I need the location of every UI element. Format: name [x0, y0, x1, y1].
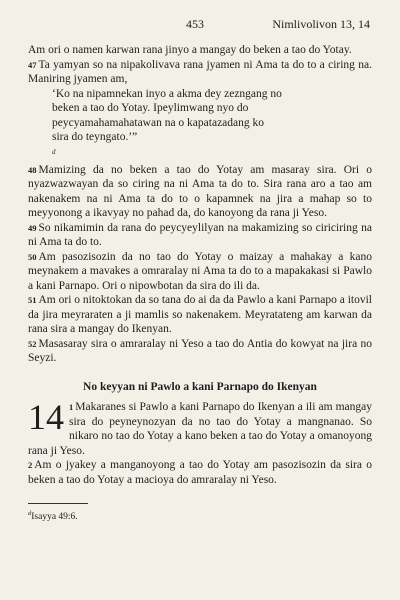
verse-text: Ta yamyan so na nipakolivava rana jyamen ni Ama ta do to a ciring na. Maniring jyamen am, — [28, 58, 372, 85]
verse-text: Am ori o nitoktokan da so tana do ai da da Pawlo a kani Parnapo a itovil da jira meyraraten a ji mamlis so nakenakem. Meyratateng am karwan da rana sira a mangay do Ikenyan. — [28, 294, 372, 336]
verse-paragraph — [28, 58, 372, 87]
poetry-line: beken a tao do Yotay. Ipeylimwang nyo do — [52, 102, 249, 114]
poetry-line: ‘Ko na nipamnekan inyo a akma dey zezngang no — [52, 87, 282, 100]
verse-paragraph — [28, 458, 372, 487]
page-number: 453 — [186, 17, 204, 31]
footnote-divider — [28, 503, 88, 504]
chapter-number: 14 — [28, 397, 64, 438]
verse-number: 51 — [28, 295, 37, 306]
verse-text: Am ori o namen karwan rana jinyo a mangay do beken a tao do Yotay. — [28, 44, 352, 56]
verse-paragraph — [28, 397, 372, 458]
verse-text: Masasaray sira o amraralay ni Yeso a tao do Antia do kowyat na jira no Seyzi. — [28, 337, 372, 365]
verse-number: 2 — [28, 460, 33, 471]
verse-paragraph — [28, 337, 372, 366]
verse-paragraph — [28, 163, 372, 221]
verse-text: Makaranes si Pawlo a kani Parnapo do Ikenyan a ili am mangay sira do peyneynozyan da no tao do Yotay a mangnanao. So nikaro no tao do Yotay a kano beken a tao do Yotay a omanoyong rana ji Yeso. — [28, 401, 372, 457]
verse-text: Am pasozisozin da no tao do Yotay o maizay a mahakay a kano meynakem a mavakes a omraralay ni Ama ta do to a mapakakasi si Pawlo a kani Parnapo. Ori o nipowbotan da sira do ili da. — [28, 250, 372, 292]
verse-paragraph — [28, 293, 372, 337]
footnote — [28, 508, 372, 523]
poetry-line: peycyamahamahatawan na o kapatazadang ko — [52, 116, 265, 129]
verse-number: 47 — [28, 59, 37, 70]
poetry-line-last: sira do teyngato.’” $^d$ — [52, 131, 138, 156]
footnote-marker[interactable]: d — [52, 147, 56, 156]
verse-paragraph — [28, 250, 372, 294]
verse-number: 48 — [28, 164, 37, 175]
verse-paragraph — [28, 221, 372, 250]
footnote-mark: d — [28, 510, 32, 518]
footnote-text: Isayya 49:6. — [31, 512, 78, 523]
page-body — [28, 43, 372, 523]
verse-text: Mamizing da no beken a tao do Yotay am masaray sira. Ori o nyazwazwayan da so ciring na ni Ama ta do to. Sira rana aro a tao am nakenakem na ni Ama ta do to o kapamnek na jira a mahap so to meyyonong a ikavyay no pahad da, do kanoyong da rana ji Yeso. — [28, 163, 372, 220]
verse-text: So nikamimin da rana do peycyeylilyan na makamizing so ciriciring na ni Ama ta do to. — [28, 221, 372, 249]
verse-text: Am o jyakey a manganoyong a tao do Yotay am pasozisozin da sira o beken a tao do Yotay a macioya do amraralay ni Yeso. — [28, 459, 372, 486]
verse-paragraph — [28, 43, 372, 58]
quoted-poetry — [28, 87, 372, 163]
running-title: Nimlivolivon 13, 14 — [272, 17, 370, 31]
verse-number: 49 — [28, 222, 37, 233]
verse-number: 50 — [28, 251, 37, 262]
verse-number: 52 — [28, 338, 37, 349]
verse-number: 1 — [69, 402, 74, 413]
section-heading: No keyyan ni Pawlo a kani Parnapo do Ikenyan — [83, 380, 317, 393]
chapter-block — [28, 397, 372, 487]
page-header — [0, 17, 400, 35]
